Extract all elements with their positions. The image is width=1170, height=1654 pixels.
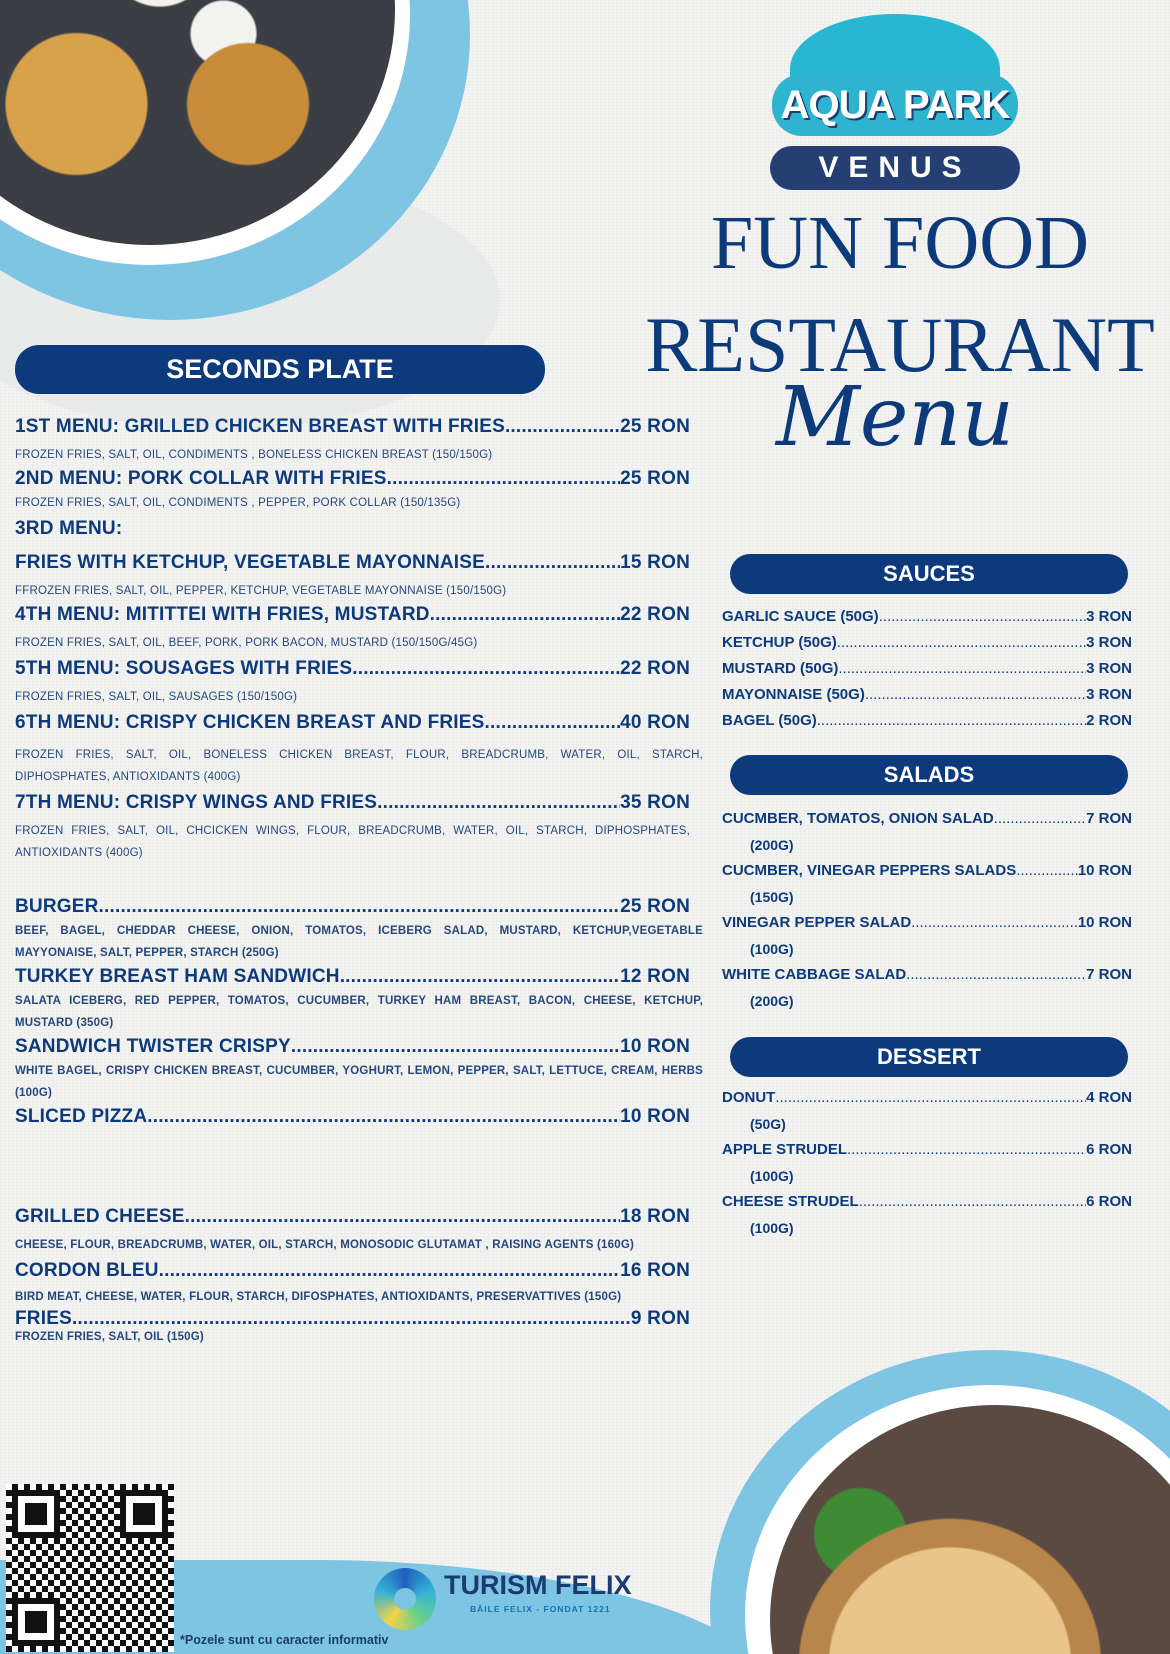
menu-item-desc: FFROZEN FRIES, SALT, OIL, PEPPER, KETCHUP, VEGETABLE MAYONNAISE (150/150G) [15, 585, 507, 597]
footer-brand-tagline: BĂILE FELIX - FONDAT 1221 [470, 1604, 611, 1614]
footer-brand-name: TURISM FELIX [444, 1570, 632, 1600]
salad-weight: (150G) [750, 889, 794, 905]
menu-item-title: GRILLED CHEESE ..... 18 RON [15, 1206, 690, 1228]
menu-item-desc: BIRD MEAT, CHEESE, WATER, FLOUR, STARCH, DIFOSPHATES, ANTIOXIDANTS, PRESERVATTIVES (150G) [15, 1291, 622, 1303]
dessert-item: CHEESE STRUDEL ..... 6 RON [722, 1189, 1132, 1215]
salad-item: CUCMBER, VINEGAR PEPPERS SALADS ..... 10 RON [722, 858, 1132, 884]
sauces-list [722, 604, 1132, 734]
logo-text-top: AQUA PARK [772, 74, 1018, 136]
menu-item-desc: FROZEN FRIES, SALT, OIL, CHCICKEN WINGS, FLOUR, BREADCRUMB, WATER, OIL, STARCH, DIPHOSPHATES, ANTIOXIDANTS (400G) [15, 825, 690, 859]
photo-disclaimer: *Pozele sunt cu caracter informativ [180, 1633, 389, 1647]
qr-finder-mark [120, 1490, 168, 1538]
menu-item-title: SANDWICH TWISTER CRISPY ..... 10 RON [15, 1036, 690, 1058]
menu-item-title: 2ND MENU: PORK COLLAR WITH FRIES ..... 25 RON [15, 468, 690, 490]
title-restaurant: RESTAURANT [645, 301, 1155, 388]
sauce-item: GARLIC SAUCE (50G) ..... 3 RON [722, 604, 1132, 630]
menu-item-title: 4TH MENU: MITITTEI WITH FRIES, MUSTARD ..... 22 RON [15, 604, 690, 626]
salads-header: SALADS [730, 755, 1128, 795]
sauce-item: MUSTARD (50G) ..... 3 RON [722, 656, 1132, 682]
salad-item: CUCMBER, TOMATOS, ONION SALAD ..... 7 RON [722, 806, 1132, 832]
menu-item-desc: FROZEN FRIES, SALT, OIL, BONELESS CHICKEN BREAST, FLOUR, BREADCRUMB, WATER, OIL, STARCH, DIPHOSPHATES, ANTIOXIDANTS (400G) [15, 749, 703, 783]
sunburst-icon [374, 1568, 436, 1630]
menu-item-title: BURGER ..... 25 RON [15, 896, 690, 918]
menu-item-title: CORDON BLEU ..... 16 RON [15, 1260, 690, 1282]
menu-item-desc: FROZEN FRIES, SALT, OIL, SAUSAGES (150/150G) [15, 691, 298, 703]
dessert-weight: (100G) [750, 1220, 794, 1236]
salad-weight: (200G) [750, 993, 794, 1009]
menu-item-desc: CHEESE, FLOUR, BREADCRUMB, WATER, OIL, STARCH, MONOSODIC GLUTAMAT , RAISING AGENTS (160G) [15, 1239, 635, 1251]
sauce-item: KETCHUP (50G) ..... 3 RON [722, 630, 1132, 656]
menu-item-desc: FROZEN FRIES, SALT, OIL, BEEF, PORK, PORK BACON, MUSTARD (150/150G/45G) [15, 637, 478, 649]
aqua-park-logo [760, 14, 1030, 194]
qr-finder-mark [12, 1598, 60, 1646]
sauce-item: BAGEL (50G) ..... 2 RON [722, 708, 1132, 734]
qr-code[interactable] [6, 1484, 174, 1652]
menu-item-desc: BEEF, BAGEL, CHEDDAR CHEESE, ONION, TOMATOS, ICEBERG SALAD, MUSTARD, KETCHUP,VEGETABLE MAYYONAISE, SALT, PEPPER, STARCH (250G) [15, 925, 703, 959]
menu-item-title: 7TH MENU: CRISPY WINGS AND FRIES ..... 35 RON [15, 792, 690, 814]
dessert-weight: (50G) [750, 1116, 786, 1132]
dessert-list [722, 1085, 1132, 1241]
turism-felix-logo [374, 1566, 654, 1626]
dessert-header: DESSERT [730, 1037, 1128, 1077]
seconds-plate-header: SECONDS PLATE [15, 345, 545, 394]
menu-item-title: 6TH MENU: CRISPY CHICKEN BREAST AND FRIES ..... 40 RON [15, 712, 690, 734]
seconds-plate-list [15, 416, 705, 1348]
menu-item-title: 5TH MENU: SOUSAGES WITH FRIES ..... 22 RON [15, 658, 690, 680]
menu-item-title: FRIES WITH KETCHUP, VEGETABLE MAYONNAISE ..... 15 RON [15, 552, 690, 574]
salad-item: VINEGAR PEPPER SALAD ..... 10 RON [722, 910, 1132, 936]
salad-weight: (200G) [750, 837, 794, 853]
dessert-item: APPLE STRUDEL ..... 6 RON [722, 1137, 1132, 1163]
title-fun-food: FUN FOOD [711, 201, 1089, 285]
menu-item-title-line1: 3RD MENU: [15, 518, 123, 539]
dessert-item: DONUT ..... 4 RON [722, 1085, 1132, 1111]
title-menu-script: Menu [775, 370, 1015, 465]
sauces-header: SAUCES [730, 554, 1128, 594]
menu-item-title: SLICED PIZZA ..... 10 RON [15, 1106, 690, 1128]
logo-text-bottom: VENUS [770, 146, 1020, 190]
menu-item-desc: SALATA ICEBERG, RED PEPPER, TOMATOS, CUCUMBER, TURKEY HAM BREAST, BACON, CHEESE, KETCHUP, MUSTARD (350G) [15, 995, 703, 1029]
menu-item-desc: WHITE BAGEL, CRISPY CHICKEN BREAST, CUCUMBER, YOGHURT, LEMON, PEPPER, SALT, LETTUCE, CREAM, HERBS (100G) [15, 1065, 703, 1099]
menu-item-desc: FROZEN FRIES, SALT, OIL, CONDIMENTS , BONELESS CHICKEN BREAST (150/150G) [15, 449, 493, 461]
menu-item-title: TURKEY BREAST HAM SANDWICH ..... 12 RON [15, 966, 690, 988]
salads-list [722, 806, 1132, 1014]
menu-item-desc: FROZEN FRIES, SALT, OIL, CONDIMENTS , PEPPER, PORK COLLAR (150/135G) [15, 497, 461, 509]
menu-item-title: FRIES ..... 9 RON [15, 1308, 690, 1330]
menu-item-title: 1ST MENU: GRILLED CHICKEN BREAST WITH FRIES ..... 25 RON [15, 416, 690, 438]
salad-item: WHITE CABBAGE SALAD ..... 7 RON [722, 962, 1132, 988]
qr-finder-mark [12, 1490, 60, 1538]
dessert-weight: (100G) [750, 1168, 794, 1184]
sauce-item: MAYONNAISE (50G) ..... 3 RON [722, 682, 1132, 708]
menu-item-desc: FROZEN FRIES, SALT, OIL (150G) [15, 1331, 204, 1343]
salad-weight: (100G) [750, 941, 794, 957]
